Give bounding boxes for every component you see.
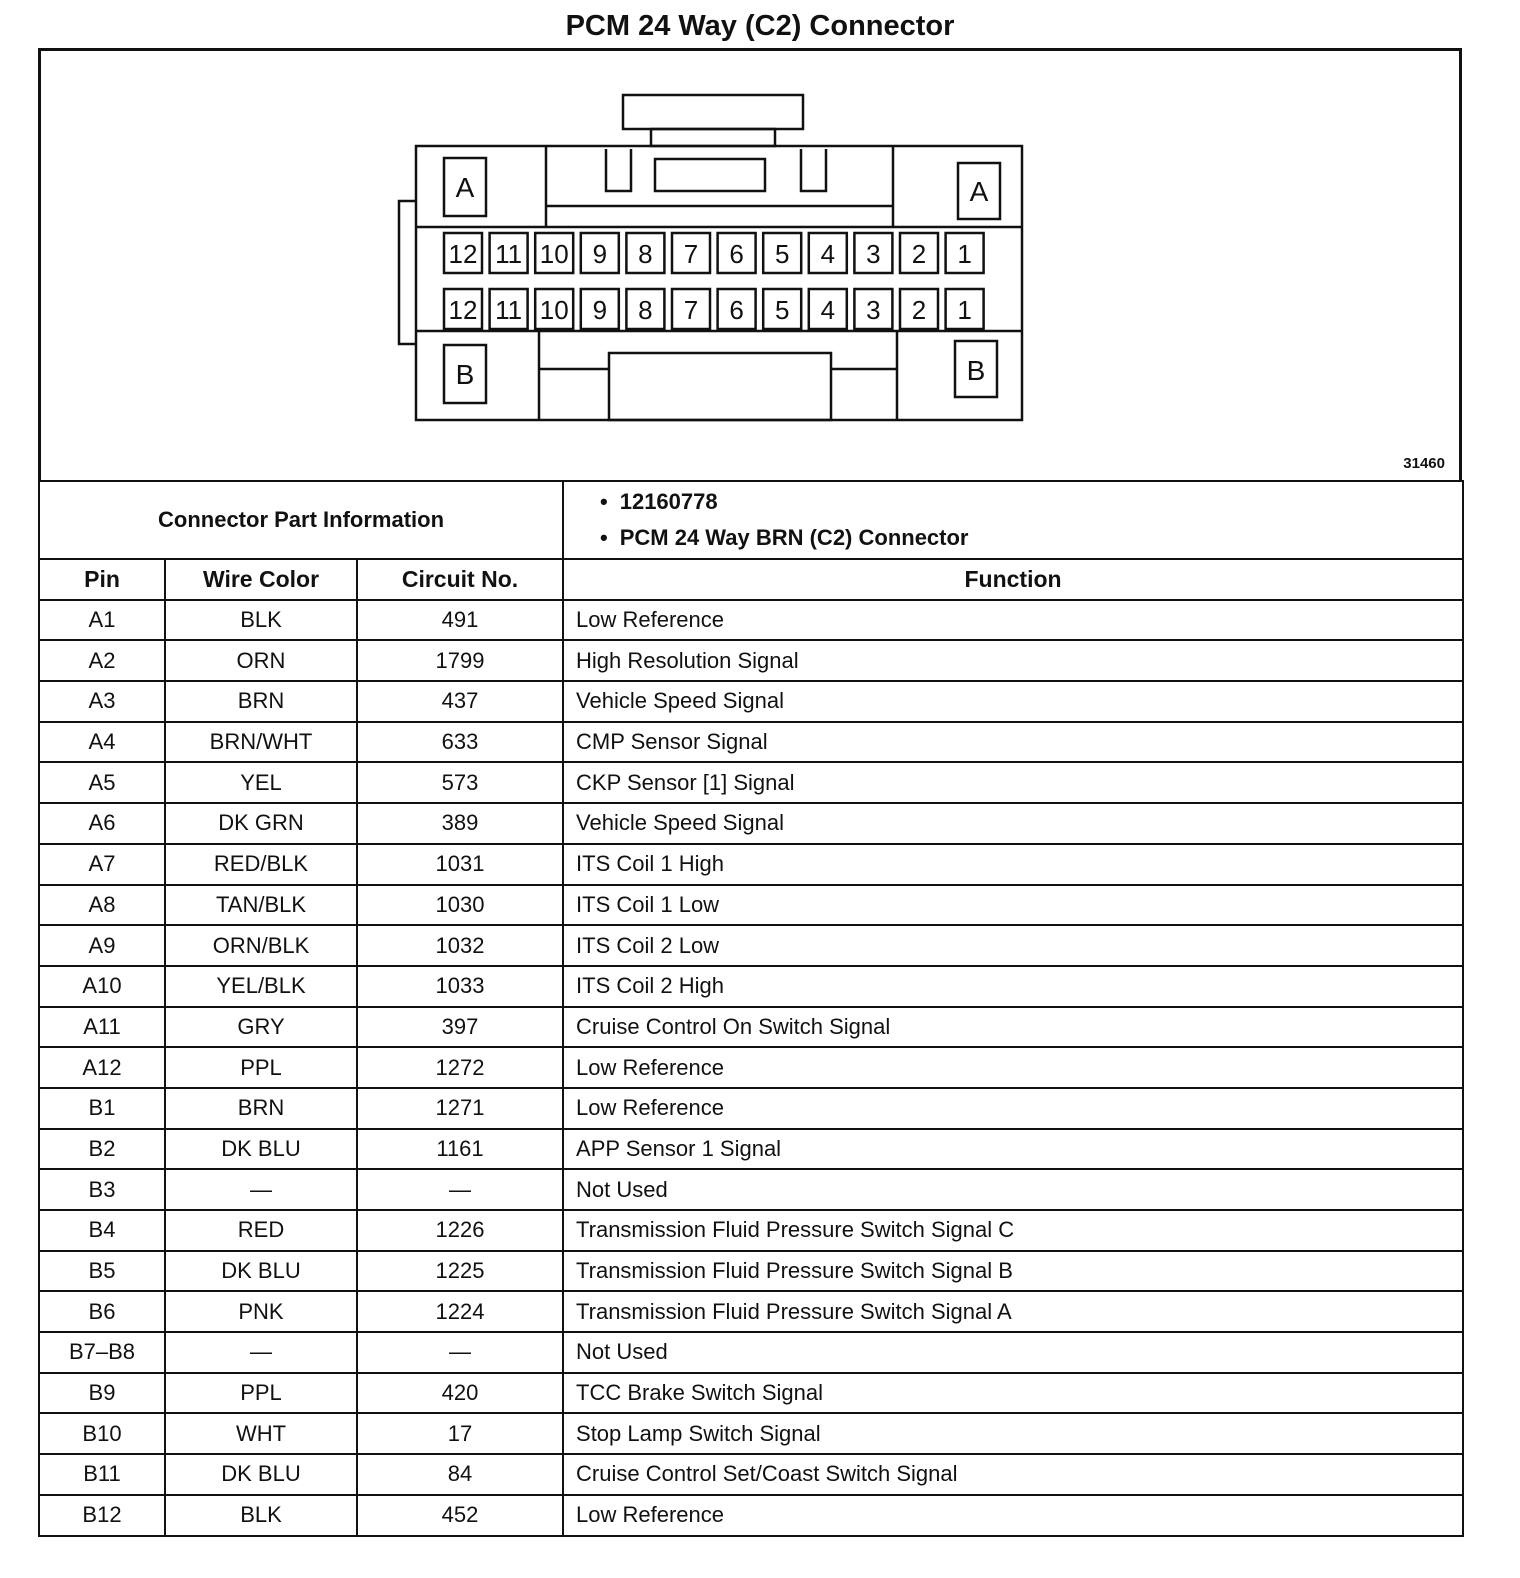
pin-cell: B9 <box>39 1373 165 1414</box>
pin-number-label: 4 <box>820 295 836 325</box>
circuit-cell: 1032 <box>357 925 563 966</box>
function-cell: ITS Coil 1 High <box>563 844 1463 885</box>
part-info-label: Connector Part Information <box>39 481 563 559</box>
table-row <box>39 1047 1463 1088</box>
pin-number-label: 6 <box>729 239 744 269</box>
function-cell: Low Reference <box>563 1495 1463 1536</box>
pin-number-label: 10 <box>539 295 569 325</box>
table-row <box>39 1129 1463 1170</box>
pin-cell: B1 <box>39 1088 165 1129</box>
pin-cell: A3 <box>39 681 165 722</box>
pin-number-label: 12 <box>448 295 478 325</box>
circuit-cell: 84 <box>357 1454 563 1495</box>
pin-cell: B3 <box>39 1169 165 1210</box>
circuit-cell: 1033 <box>357 966 563 1007</box>
wire-color-cell: RED <box>165 1210 357 1251</box>
pin-number-label: 3 <box>866 295 881 325</box>
table-row <box>39 1251 1463 1292</box>
circuit-cell: 1272 <box>357 1047 563 1088</box>
table-row <box>39 885 1463 926</box>
row-b-label-left: B <box>455 359 475 390</box>
pin-cell: A4 <box>39 722 165 763</box>
wire-color-cell: — <box>165 1332 357 1373</box>
pin-cell: B11 <box>39 1454 165 1495</box>
figure-number: 31460 <box>1403 455 1445 472</box>
function-cell: ITS Coil 2 High <box>563 966 1463 1007</box>
function-cell: CMP Sensor Signal <box>563 722 1463 763</box>
pin-number-label: 6 <box>729 295 744 325</box>
table-row <box>39 1495 1463 1536</box>
function-cell: Cruise Control Set/Coast Switch Signal <box>563 1454 1463 1495</box>
pin-cell: B12 <box>39 1495 165 1536</box>
pin-cell: A7 <box>39 844 165 885</box>
circuit-cell: 420 <box>357 1373 563 1414</box>
circuit-cell: 1030 <box>357 885 563 926</box>
table-row <box>39 1169 1463 1210</box>
wire-color-cell: BRN <box>165 1088 357 1129</box>
circuit-cell: — <box>357 1332 563 1373</box>
circuit-cell: 491 <box>357 600 563 641</box>
table-row <box>39 681 1463 722</box>
function-cell: Low Reference <box>563 600 1463 641</box>
pin-number-label: 7 <box>683 239 699 269</box>
pin-cell: B4 <box>39 1210 165 1251</box>
wire-color-cell: ORN/BLK <box>165 925 357 966</box>
pin-cell: A6 <box>39 803 165 844</box>
function-cell: Transmission Fluid Pressure Switch Signal C <box>563 1210 1463 1251</box>
circuit-cell: 1226 <box>357 1210 563 1251</box>
pin-cell: A2 <box>39 640 165 681</box>
col-header-wire-color: Wire Color <box>165 559 357 600</box>
row-a-label-right: A <box>969 176 989 207</box>
circuit-cell: 437 <box>357 681 563 722</box>
table-row <box>39 1291 1463 1332</box>
table-row <box>39 1210 1463 1251</box>
wire-color-cell: DK GRN <box>165 803 357 844</box>
wire-color-cell: DK BLU <box>165 1454 357 1495</box>
pin-number-label: 9 <box>592 295 608 325</box>
part-description: • PCM 24 Way BRN (C2) Connector <box>600 520 1462 556</box>
circuit-cell: 397 <box>357 1007 563 1048</box>
wire-color-cell: BLK <box>165 1495 357 1536</box>
wire-color-cell: PPL <box>165 1047 357 1088</box>
pin-number-label: 3 <box>866 239 881 269</box>
part-number: • 12160778 <box>600 484 1462 520</box>
circuit-cell: 1161 <box>357 1129 563 1170</box>
pin-cell: A12 <box>39 1047 165 1088</box>
pin-number-label: 5 <box>774 295 790 325</box>
pin-cell: B6 <box>39 1291 165 1332</box>
part-info-values <box>563 481 1463 559</box>
pin-cell: B10 <box>39 1413 165 1454</box>
col-header-function: Function <box>563 559 1463 600</box>
circuit-cell: — <box>357 1169 563 1210</box>
wire-color-cell: DK BLU <box>165 1129 357 1170</box>
pinout-table <box>38 480 1464 1537</box>
pin-number-label: 2 <box>911 295 927 325</box>
pin-number-label: 9 <box>592 239 608 269</box>
table-row <box>39 1332 1463 1373</box>
pin-number-label: 10 <box>539 239 569 269</box>
pin-number-label: 8 <box>638 295 653 325</box>
wire-color-cell: DK BLU <box>165 1251 357 1292</box>
pin-number-label: 5 <box>774 239 790 269</box>
circuit-cell: 1271 <box>357 1088 563 1129</box>
circuit-cell: 1799 <box>357 640 563 681</box>
table-row <box>39 600 1463 641</box>
function-cell: ITS Coil 1 Low <box>563 885 1463 926</box>
circuit-cell: 1225 <box>357 1251 563 1292</box>
circuit-cell: 1031 <box>357 844 563 885</box>
function-cell: Not Used <box>563 1169 1463 1210</box>
pin-cell: A1 <box>39 600 165 641</box>
circuit-cell: 17 <box>357 1413 563 1454</box>
table-row <box>39 1088 1463 1129</box>
wire-color-cell: GRY <box>165 1007 357 1048</box>
pin-cell: A10 <box>39 966 165 1007</box>
function-cell: Transmission Fluid Pressure Switch Signal A <box>563 1291 1463 1332</box>
function-cell: Transmission Fluid Pressure Switch Signal B <box>563 1251 1463 1292</box>
pin-number-label: 11 <box>495 295 523 325</box>
wire-color-cell: TAN/BLK <box>165 885 357 926</box>
wire-color-cell: WHT <box>165 1413 357 1454</box>
pin-cell: A9 <box>39 925 165 966</box>
pin-cell: B2 <box>39 1129 165 1170</box>
function-cell: CKP Sensor [1] Signal <box>563 762 1463 803</box>
wire-color-cell: RED/BLK <box>165 844 357 885</box>
circuit-cell: 1224 <box>357 1291 563 1332</box>
table-row <box>39 640 1463 681</box>
function-cell: High Resolution Signal <box>563 640 1463 681</box>
function-cell: Low Reference <box>563 1088 1463 1129</box>
pin-number-label: 11 <box>495 239 523 269</box>
table-row <box>39 966 1463 1007</box>
pin-number-label: 4 <box>820 239 836 269</box>
part-info-row <box>39 481 1463 559</box>
function-cell: Not Used <box>563 1332 1463 1373</box>
col-header-pin: Pin <box>39 559 165 600</box>
wire-color-cell: ORN <box>165 640 357 681</box>
wire-color-cell: — <box>165 1169 357 1210</box>
pin-cell: A8 <box>39 885 165 926</box>
function-cell: TCC Brake Switch Signal <box>563 1373 1463 1414</box>
circuit-cell: 633 <box>357 722 563 763</box>
function-cell: Low Reference <box>563 1047 1463 1088</box>
pin-number-label: 2 <box>911 239 927 269</box>
col-header-circuit: Circuit No. <box>357 559 563 600</box>
table-header-row <box>39 559 1463 600</box>
function-cell: APP Sensor 1 Signal <box>563 1129 1463 1170</box>
wire-color-cell: PPL <box>165 1373 357 1414</box>
circuit-cell: 573 <box>357 762 563 803</box>
pin-cell: A5 <box>39 762 165 803</box>
table-row <box>39 722 1463 763</box>
function-cell: Stop Lamp Switch Signal <box>563 1413 1463 1454</box>
function-cell: Vehicle Speed Signal <box>563 803 1463 844</box>
connector-face-diagram <box>41 51 1459 479</box>
pin-number-label: 12 <box>448 239 478 269</box>
table-row <box>39 803 1463 844</box>
circuit-cell: 452 <box>357 1495 563 1536</box>
pin-cell: B5 <box>39 1251 165 1292</box>
wire-color-cell: BRN/WHT <box>165 722 357 763</box>
function-cell: ITS Coil 2 Low <box>563 925 1463 966</box>
pin-number-label: 1 <box>957 239 972 269</box>
pin-number-label: 7 <box>683 295 699 325</box>
table-row <box>39 844 1463 885</box>
page-title: PCM 24 Way (C2) Connector <box>565 10 955 42</box>
table-row <box>39 925 1463 966</box>
row-b-label-right: B <box>966 355 986 386</box>
wire-color-cell: PNK <box>165 1291 357 1332</box>
row-a-label-left: A <box>455 172 475 203</box>
pin-cell: A11 <box>39 1007 165 1048</box>
function-cell: Vehicle Speed Signal <box>563 681 1463 722</box>
connector-diagram-frame <box>38 48 1462 480</box>
table-row <box>39 1454 1463 1495</box>
wire-color-cell: BRN <box>165 681 357 722</box>
table-row <box>39 1413 1463 1454</box>
function-cell: Cruise Control On Switch Signal <box>563 1007 1463 1048</box>
pin-cell: B7–B8 <box>39 1332 165 1373</box>
pin-number-label: 1 <box>957 295 972 325</box>
table-row <box>39 762 1463 803</box>
table-row <box>39 1373 1463 1414</box>
wire-color-cell: YEL/BLK <box>165 966 357 1007</box>
circuit-cell: 389 <box>357 803 563 844</box>
pin-number-label: 8 <box>638 239 653 269</box>
table-row <box>39 1007 1463 1048</box>
wire-color-cell: YEL <box>165 762 357 803</box>
wire-color-cell: BLK <box>165 600 357 641</box>
